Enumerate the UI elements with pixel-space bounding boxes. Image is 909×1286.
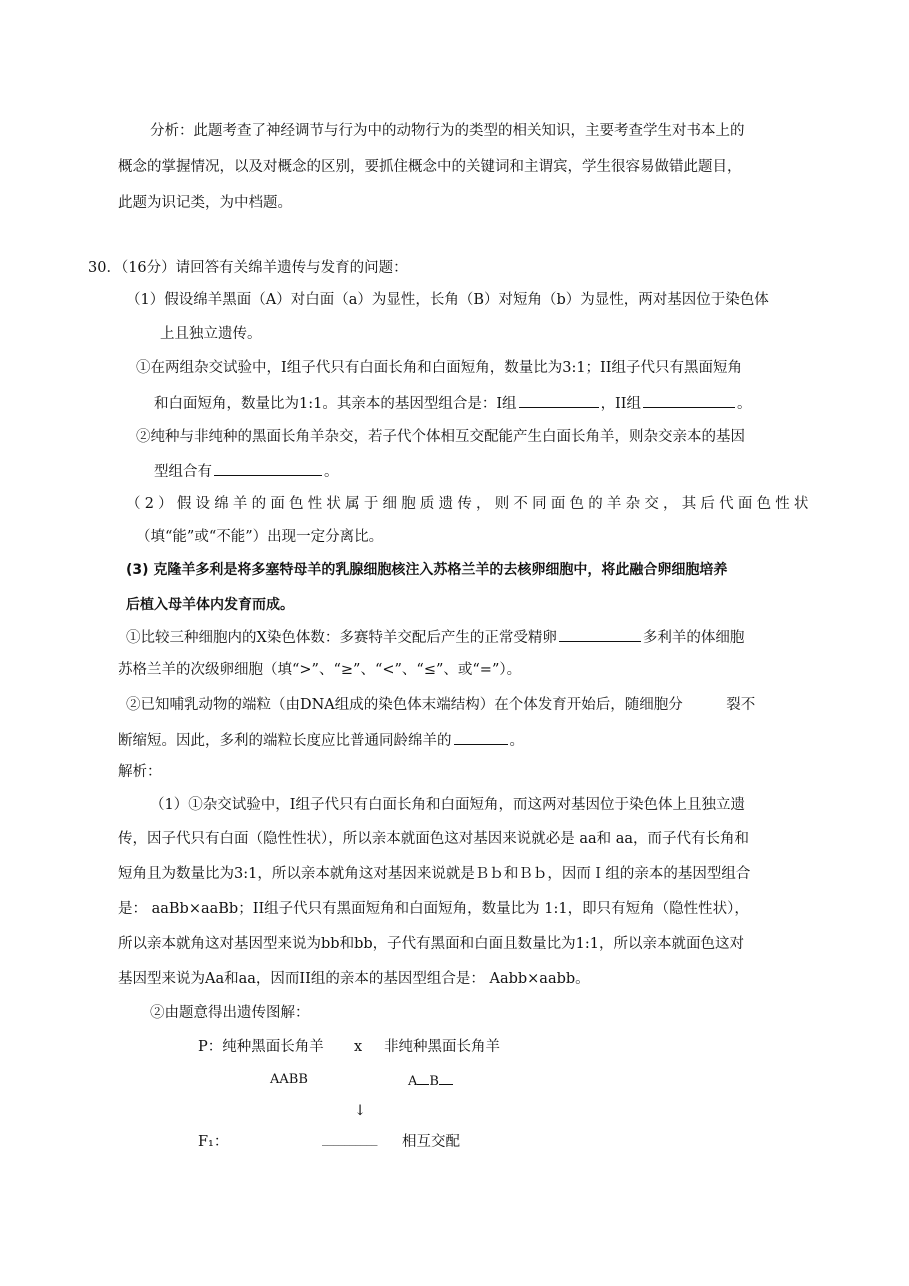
diagram-parent-left: P：纯种黑面长角羊 (198, 1039, 324, 1055)
q-part1b-text: 型组合有 (154, 464, 212, 480)
answer-blank-group2[interactable] (643, 393, 735, 408)
q-part1b-line-1: ②纯种与非纯种的黑面长角羊杂交，若子代个体相互交配能产生白面长角羊，则杂交亲本的基因 (136, 429, 745, 445)
solution-label: 解析： (118, 764, 162, 780)
answer-blank-group1[interactable] (519, 393, 599, 408)
genotype-blank-1 (417, 1070, 429, 1085)
q-part1a-line-2 (154, 393, 752, 414)
q-part1-line-2: 上且独立遗传。 (160, 326, 262, 342)
genotype-blank-2 (439, 1070, 453, 1085)
solution-line-2: 传，因子代只有白面（隐性性状），所以亲本就面色这对基因来说就必是 aa和 aa，而子代有长角和 (118, 831, 750, 847)
solution-part2-intro: ②由题意得出遗传图解： (150, 1005, 310, 1021)
diagram-f1-text: 相互交配 (402, 1134, 460, 1150)
q-part3b-line-2 (118, 730, 524, 751)
q-part1a-line-1: ①在两组杂交试验中，I组子代只有白面长角和白面短角，数量比为3:1；II组子代只有黑面短角 (136, 360, 743, 376)
question-header: 30．（16分）请回答有关绵羊遗传与发育的问题： (88, 260, 408, 276)
q-part1b-text-end: 。 (324, 464, 339, 480)
q-part2-line-2: （填“能”或“不能”）出现一定分离比。 (136, 529, 384, 545)
analysis-line-3: 此题为识记类，为中档题。 (118, 195, 292, 211)
solution-line-5: 所以亲本就角这对基因型来说为bb和bb，子代有黑面和白面且数量比为1:1，所以亲本就面色这对 (118, 936, 744, 952)
answer-blank-genotypes[interactable] (214, 461, 322, 476)
q-part3b-text-end: 。 (509, 733, 524, 749)
q-part3a-text: ①比较三种细胞内的X染色体数：多赛特羊交配后产生的正常受精卵 (126, 630, 557, 646)
q-part3a-line-1 (126, 627, 744, 648)
analysis-line-2: 概念的掌握情况，以及对概念的区别，要抓住概念中的关键词和主谓宾，学生很容易做错此题目， (118, 159, 742, 175)
q-part3-line-1: (3) 克隆羊多利是将多塞特母羊的乳腺细胞核注入苏格兰羊的去核卵细胞中，将此融合卵细胞培养 (126, 562, 728, 578)
solution-line-3: 短角且为数量比为3:1，所以亲本就角这对基因来说就是Ｂｂ和Ｂｂ，因而Ｉ组的亲本的基因型组合 (118, 866, 751, 882)
q-part1-line-1: （1）假设绵羊黑面（A）对白面（a）为显性，长角（B）对短角（b）为显性，两对基因位于染色体 (126, 292, 769, 308)
solution-line-1: （1）①杂交试验中，I组子代只有白面长角和白面短角，而这两对基因位于染色体上且独立遗 (150, 797, 745, 813)
diagram-cross-symbol: x (354, 1039, 363, 1055)
genotype-allele-a: A (408, 1074, 418, 1089)
q-part3b-line-1: ②已知哺乳动物的端粒（由DNA组成的染色体末端结构）在个体发育开始后，随细胞分 裂不 (126, 697, 756, 713)
solution-line-4: 是： aaBb×aaBb；II组子代只有黑面短角和白面短角，数量比为 1:1，即只有短角（隐性性状）， (118, 901, 749, 917)
diagram-f1-label: F₁： (198, 1134, 229, 1150)
answer-blank-compare-1[interactable] (559, 627, 641, 642)
q-part3a-text-end: 多利羊的体细胞 (642, 630, 745, 646)
genotype-allele-b: B (429, 1074, 439, 1089)
diagram-genotype-right (408, 1070, 453, 1092)
diagram-arrow-down: ↓ (354, 1103, 367, 1119)
q-part1a-text-end: 。 (737, 396, 752, 412)
q-part3a-line-2: 苏格兰羊的次级卵细胞（填“>”、“≥”、“<”、“≤”、或“=”）。 (118, 662, 522, 678)
diagram-f1-dashes: __________ (322, 1132, 377, 1146)
diagram-genotype-left: AABB (270, 1072, 308, 1087)
q-part2-line-1: （2）假设绵羊的面色性状属于细胞质遗传，则不同面色的羊杂交，其后代面色性状 (126, 496, 813, 512)
q-part1b-line-2 (154, 461, 339, 482)
q-part1a-text-mid: ，II组 (600, 396, 642, 412)
diagram-parent-right: 非纯种黑面长角羊 (384, 1039, 500, 1055)
q-part3-line-2: 后植入母羊体内发育而成。 (126, 597, 294, 613)
q-part1a-text: 和白面短角，数量比为1:1。其亲本的基因型组合是：I组 (154, 396, 517, 412)
answer-blank-telomere[interactable] (454, 730, 508, 745)
solution-line-6: 基因型来说为Aa和aa，因而II组的亲本的基因型组合是： Aabb×aabb。 (118, 971, 590, 987)
q-part3b-text: 断缩短。因此，多利的端粒长度应比普通同龄绵羊的 (118, 733, 452, 749)
analysis-line-1: 分析：此题考查了神经调节与行为中的动物行为的类型的相关知识，主要考查学生对书本上的 (150, 123, 745, 139)
